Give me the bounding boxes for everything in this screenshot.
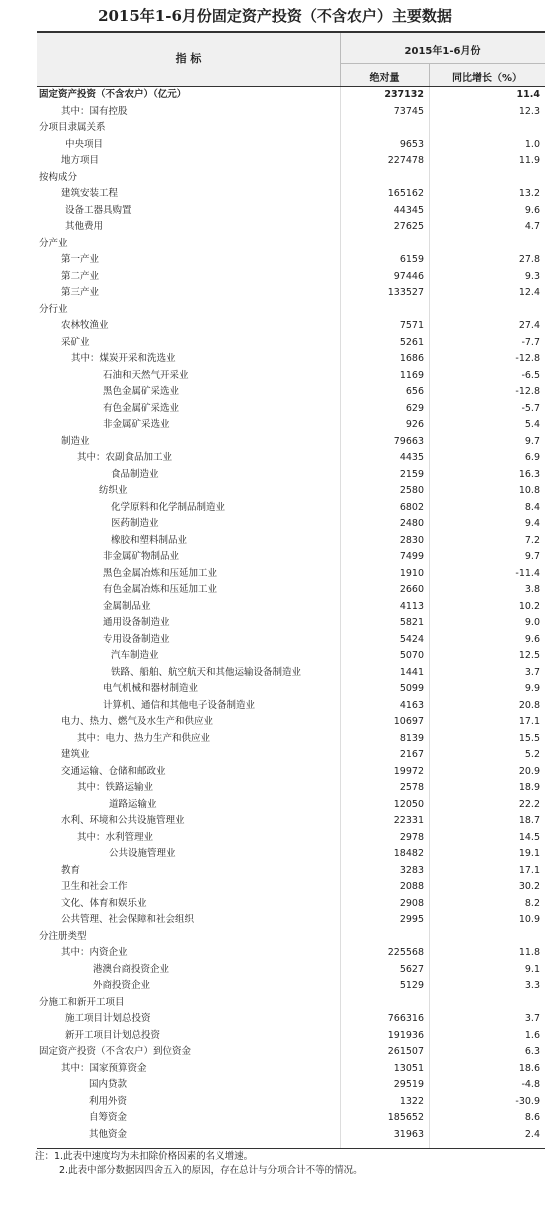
row-label: 其他资金 bbox=[89, 1128, 128, 1140]
row-label: 电气机械和器材制造业 bbox=[103, 683, 199, 694]
table-row bbox=[37, 1077, 545, 1094]
row-yoy-value: 10.2 bbox=[518, 600, 540, 612]
table-row bbox=[37, 186, 545, 203]
row-absolute-value: 629 bbox=[405, 402, 424, 414]
table-row bbox=[37, 335, 545, 352]
table-row bbox=[37, 533, 545, 550]
row-absolute-value: 191936 bbox=[387, 1029, 424, 1041]
table-row bbox=[37, 615, 545, 632]
row-yoy-value: -6.5 bbox=[521, 369, 540, 381]
row-yoy-value: 13.2 bbox=[518, 188, 540, 199]
row-yoy-value: 17.1 bbox=[518, 716, 540, 727]
table-row bbox=[37, 648, 545, 665]
row-label: 新开工项目计划总投资 bbox=[65, 1029, 161, 1041]
row-label: 石油和天然气开采业 bbox=[103, 369, 189, 381]
table-row bbox=[37, 252, 545, 269]
row-yoy-value: 14.5 bbox=[518, 831, 540, 843]
row-yoy-value: 3.3 bbox=[524, 980, 540, 991]
row-absolute-value: 225568 bbox=[387, 947, 424, 958]
row-yoy-value: 8.2 bbox=[524, 897, 540, 909]
table-bottom-rule bbox=[37, 1148, 545, 1149]
row-yoy-value: -12.8 bbox=[515, 386, 540, 397]
table-row bbox=[37, 665, 545, 682]
table-row bbox=[37, 929, 545, 946]
table-row bbox=[37, 863, 545, 880]
row-absolute-value: 2908 bbox=[399, 897, 424, 909]
table-row bbox=[37, 995, 545, 1012]
row-label: 交通运输、仓储和邮政业 bbox=[61, 765, 166, 777]
row-absolute-value: 133527 bbox=[387, 287, 424, 298]
row-absolute-value: 27625 bbox=[393, 221, 424, 232]
row-absolute-value: 5424 bbox=[399, 633, 424, 645]
row-label: 通用设备制造业 bbox=[103, 617, 170, 628]
table-row bbox=[37, 104, 545, 121]
row-absolute-value: 1169 bbox=[399, 369, 424, 381]
row-yoy-value: 30.2 bbox=[518, 881, 540, 892]
row-label: 公共管理、社会保障和社会组织 bbox=[61, 914, 195, 925]
row-absolute-value: 7499 bbox=[399, 551, 424, 562]
row-absolute-value: 19972 bbox=[393, 765, 424, 777]
row-label: 其中：国家预算资金 bbox=[61, 1062, 147, 1074]
row-label: 金属制品业 bbox=[103, 600, 151, 612]
row-label: 利用外资 bbox=[89, 1095, 128, 1107]
row-yoy-value: 11.4 bbox=[516, 89, 540, 100]
row-yoy-value: 27.8 bbox=[518, 254, 540, 265]
table-row bbox=[37, 269, 545, 286]
row-absolute-value: 2578 bbox=[399, 782, 424, 793]
row-label: 第一产业 bbox=[61, 254, 100, 265]
row-absolute-value: 1441 bbox=[399, 666, 424, 678]
footnote-2: 2.此表中部分数据因四舍五入的原因，存在总计与分项合计不等的情况。 bbox=[59, 1165, 363, 1176]
row-label: 有色金属冶炼和压延加工业 bbox=[103, 584, 218, 595]
row-absolute-value: 766316 bbox=[387, 1013, 424, 1024]
row-absolute-value: 1322 bbox=[399, 1095, 424, 1107]
row-label: 中央项目 bbox=[65, 138, 104, 150]
row-absolute-value: 79663 bbox=[393, 435, 424, 447]
row-yoy-value: -30.9 bbox=[515, 1095, 540, 1107]
row-label: 化学原料和化学制品制造业 bbox=[111, 501, 226, 513]
table-row bbox=[37, 500, 545, 517]
table-row bbox=[37, 516, 545, 533]
row-yoy-value: 11.9 bbox=[518, 155, 540, 166]
row-absolute-value: 5099 bbox=[399, 683, 424, 694]
row-absolute-value: 97446 bbox=[393, 270, 424, 282]
table-row bbox=[37, 351, 545, 368]
table-body bbox=[37, 87, 545, 1143]
row-label: 分产业 bbox=[39, 237, 68, 249]
row-absolute-value: 5627 bbox=[399, 963, 424, 975]
row-yoy-value: 5.4 bbox=[524, 419, 540, 430]
row-yoy-value: 9.7 bbox=[524, 435, 540, 447]
row-absolute-value: 2995 bbox=[399, 914, 424, 925]
row-label: 分施工和新开工项目 bbox=[39, 996, 125, 1008]
row-yoy-value: -12.8 bbox=[515, 353, 540, 364]
table-row bbox=[37, 120, 545, 137]
table-row bbox=[37, 417, 545, 434]
row-absolute-value: 18482 bbox=[393, 848, 424, 859]
row-label: 非金属矿物制品业 bbox=[103, 551, 180, 562]
row-label: 其中：国有控股 bbox=[61, 105, 128, 117]
row-label: 其中：农副食品加工业 bbox=[77, 452, 173, 463]
row-yoy-value: 4.7 bbox=[524, 221, 540, 232]
row-yoy-value: 18.6 bbox=[518, 1062, 540, 1074]
table-row bbox=[37, 714, 545, 731]
row-label: 其中：水利管理业 bbox=[77, 831, 154, 843]
row-absolute-value: 2480 bbox=[399, 518, 424, 529]
row-absolute-value: 2660 bbox=[399, 584, 424, 595]
row-yoy-value: 5.2 bbox=[524, 749, 540, 760]
row-label: 黑色金属冶炼和压延加工业 bbox=[103, 567, 218, 579]
table-row bbox=[37, 846, 545, 863]
row-absolute-value: 44345 bbox=[393, 204, 424, 216]
row-label: 食品制造业 bbox=[111, 468, 159, 480]
row-yoy-value: 3.7 bbox=[524, 1013, 540, 1024]
table-row bbox=[37, 731, 545, 748]
row-yoy-value: 8.4 bbox=[524, 501, 540, 513]
row-label: 自筹资金 bbox=[89, 1112, 128, 1123]
row-absolute-value: 29519 bbox=[393, 1079, 424, 1090]
row-absolute-value: 31963 bbox=[393, 1128, 424, 1140]
row-yoy-value: 3.8 bbox=[524, 584, 540, 595]
row-label: 卫生和社会工作 bbox=[61, 881, 128, 892]
row-label: 其中：内资企业 bbox=[61, 947, 128, 958]
row-yoy-value: 1.0 bbox=[524, 138, 540, 150]
table-row bbox=[37, 285, 545, 302]
row-yoy-value: 9.3 bbox=[524, 270, 540, 282]
row-label: 专用设备制造业 bbox=[103, 633, 170, 645]
row-yoy-value: 9.0 bbox=[524, 617, 540, 628]
row-absolute-value: 656 bbox=[405, 386, 424, 397]
row-absolute-value: 5261 bbox=[399, 336, 424, 348]
row-absolute-value: 73745 bbox=[393, 105, 424, 117]
row-label: 按构成分 bbox=[39, 171, 78, 183]
table-row bbox=[37, 318, 545, 335]
row-label: 其中：煤炭开采和洗选业 bbox=[71, 353, 176, 364]
row-absolute-value: 8139 bbox=[399, 732, 424, 744]
table-row bbox=[37, 566, 545, 583]
header-period: 2015年1-6月份 bbox=[404, 46, 481, 57]
row-label: 分注册类型 bbox=[39, 930, 87, 942]
row-absolute-value: 5070 bbox=[399, 650, 424, 661]
row-yoy-value: 11.8 bbox=[518, 947, 540, 958]
row-absolute-value: 1686 bbox=[399, 353, 424, 364]
row-yoy-value: 12.5 bbox=[518, 650, 540, 661]
row-yoy-value: 9.7 bbox=[524, 551, 540, 562]
table-row bbox=[37, 236, 545, 253]
row-absolute-value: 926 bbox=[405, 419, 424, 430]
row-yoy-value: 10.8 bbox=[518, 485, 540, 496]
row-label: 公共设施管理业 bbox=[109, 848, 176, 859]
table-row bbox=[37, 467, 545, 484]
row-yoy-value: 18.7 bbox=[518, 815, 540, 826]
table-row bbox=[37, 1061, 545, 1078]
row-label: 制造业 bbox=[61, 435, 90, 447]
row-yoy-value: 9.6 bbox=[524, 204, 540, 216]
row-label: 其他费用 bbox=[65, 221, 104, 232]
row-yoy-value: 18.9 bbox=[518, 782, 540, 793]
row-yoy-value: 7.2 bbox=[524, 534, 540, 546]
row-yoy-value: 9.9 bbox=[524, 683, 540, 694]
table-row bbox=[37, 87, 545, 104]
footnote-1: 注：1.此表中速度均为未扣除价格因素的名义增速。 bbox=[35, 1151, 254, 1162]
row-absolute-value: 3283 bbox=[399, 864, 424, 876]
table-row bbox=[37, 302, 545, 319]
row-label: 非金属矿采选业 bbox=[103, 419, 170, 430]
row-yoy-value: 12.3 bbox=[518, 105, 540, 117]
footnotes bbox=[35, 1150, 545, 1178]
row-absolute-value: 2830 bbox=[399, 534, 424, 546]
header-absolute: 绝对量 bbox=[369, 73, 400, 84]
row-yoy-value: 3.7 bbox=[524, 666, 540, 678]
header-divider bbox=[340, 63, 545, 64]
table-row bbox=[37, 978, 545, 995]
row-yoy-value: 9.1 bbox=[524, 963, 540, 975]
row-yoy-value: 9.4 bbox=[524, 518, 540, 529]
table-row bbox=[37, 1127, 545, 1144]
row-yoy-value: 2.4 bbox=[524, 1128, 540, 1140]
table-row bbox=[37, 698, 545, 715]
header-indicator: 指 标 bbox=[175, 52, 202, 65]
row-yoy-value: 9.6 bbox=[524, 633, 540, 645]
row-yoy-value: 17.1 bbox=[518, 864, 540, 876]
row-absolute-value: 4113 bbox=[399, 600, 424, 612]
row-yoy-value: 12.4 bbox=[518, 287, 540, 298]
table-row bbox=[37, 962, 545, 979]
row-label: 设备工器具购置 bbox=[65, 204, 132, 216]
table-row bbox=[37, 384, 545, 401]
row-label: 纺织业 bbox=[99, 485, 128, 496]
row-yoy-value: 20.8 bbox=[518, 699, 540, 711]
table-row bbox=[37, 219, 545, 236]
table-row bbox=[37, 945, 545, 962]
row-label: 黑色金属矿采选业 bbox=[103, 386, 180, 397]
row-absolute-value: 2580 bbox=[399, 485, 424, 496]
row-label: 其中：电力、热力生产和供应业 bbox=[77, 732, 211, 744]
row-label: 分行业 bbox=[39, 303, 68, 315]
table-row bbox=[37, 203, 545, 220]
table-row bbox=[37, 764, 545, 781]
table-row bbox=[37, 1011, 545, 1028]
row-label: 外商投资企业 bbox=[93, 980, 151, 991]
row-yoy-value: 20.9 bbox=[518, 765, 540, 777]
row-label: 道路运输业 bbox=[109, 798, 157, 810]
row-absolute-value: 9653 bbox=[399, 138, 424, 150]
table-row bbox=[37, 450, 545, 467]
row-absolute-value: 261507 bbox=[387, 1046, 424, 1057]
row-absolute-value: 2978 bbox=[399, 831, 424, 843]
row-absolute-value: 185652 bbox=[387, 1112, 424, 1123]
row-yoy-value: 19.1 bbox=[518, 848, 540, 859]
row-absolute-value: 1910 bbox=[399, 567, 424, 579]
row-label: 电力、热力、燃气及水生产和供应业 bbox=[61, 716, 214, 727]
table-row bbox=[37, 747, 545, 764]
table-row bbox=[37, 879, 545, 896]
row-yoy-value: 6.9 bbox=[524, 452, 540, 463]
row-label: 其中：铁路运输业 bbox=[77, 782, 154, 793]
row-yoy-value: -5.7 bbox=[521, 402, 540, 414]
row-absolute-value: 12050 bbox=[393, 798, 424, 810]
row-absolute-value: 6159 bbox=[399, 254, 424, 265]
row-label: 建筑安装工程 bbox=[61, 188, 119, 199]
table-row bbox=[37, 434, 545, 451]
row-yoy-value: -4.8 bbox=[521, 1079, 540, 1090]
row-absolute-value: 13051 bbox=[393, 1062, 424, 1074]
row-label: 地方项目 bbox=[61, 155, 100, 166]
row-label: 有色金属矿采选业 bbox=[103, 402, 180, 414]
row-absolute-value: 237132 bbox=[384, 89, 424, 100]
row-absolute-value: 4435 bbox=[399, 452, 424, 463]
row-label: 第二产业 bbox=[61, 270, 100, 282]
row-yoy-value: 27.4 bbox=[518, 320, 540, 331]
row-yoy-value: 16.3 bbox=[518, 468, 540, 480]
row-label: 采矿业 bbox=[61, 336, 90, 348]
table-row bbox=[37, 681, 545, 698]
row-yoy-value: 6.3 bbox=[524, 1046, 540, 1057]
table-row bbox=[37, 1110, 545, 1127]
row-yoy-value: 15.5 bbox=[518, 732, 540, 744]
row-absolute-value: 4163 bbox=[399, 699, 424, 711]
table-row bbox=[37, 368, 545, 385]
row-yoy-value: 1.6 bbox=[524, 1029, 540, 1041]
table-row bbox=[37, 137, 545, 154]
table-row bbox=[37, 896, 545, 913]
table-row bbox=[37, 599, 545, 616]
row-label: 橡胶和塑料制品业 bbox=[111, 534, 188, 546]
page-title: 2015年1-6月份固定资产投资（不含农户）主要数据 bbox=[98, 7, 452, 25]
row-yoy-value: 8.6 bbox=[524, 1112, 540, 1123]
row-label: 教育 bbox=[61, 864, 81, 876]
row-absolute-value: 2167 bbox=[399, 749, 424, 760]
table-row bbox=[37, 1044, 545, 1061]
table-row bbox=[37, 813, 545, 830]
table-row bbox=[37, 582, 545, 599]
row-absolute-value: 6802 bbox=[399, 501, 424, 513]
row-yoy-value: 10.9 bbox=[518, 914, 540, 925]
row-label: 铁路、船舶、航空航天和其他运输设备制造业 bbox=[111, 666, 302, 678]
table-header bbox=[37, 33, 545, 86]
row-label: 固定资产投资（不含农户）到位资金 bbox=[39, 1046, 192, 1057]
row-absolute-value: 5129 bbox=[399, 980, 424, 991]
row-absolute-value: 2159 bbox=[399, 468, 424, 480]
table-row bbox=[37, 170, 545, 187]
row-label: 施工项目计划总投资 bbox=[65, 1013, 151, 1024]
row-absolute-value: 10697 bbox=[393, 716, 424, 727]
table-row bbox=[37, 1028, 545, 1045]
row-label: 分项目隶属关系 bbox=[39, 122, 106, 133]
row-yoy-value: -7.7 bbox=[521, 336, 540, 348]
row-label: 文化、体育和娱乐业 bbox=[61, 897, 147, 909]
row-label: 汽车制造业 bbox=[111, 650, 159, 661]
row-yoy-value: 22.2 bbox=[518, 798, 540, 810]
table-row bbox=[37, 401, 545, 418]
table-row bbox=[37, 1094, 545, 1111]
row-label: 农林牧渔业 bbox=[61, 320, 109, 331]
row-absolute-value: 7571 bbox=[399, 320, 424, 331]
row-absolute-value: 22331 bbox=[393, 815, 424, 826]
row-absolute-value: 227478 bbox=[387, 155, 424, 166]
table-row bbox=[37, 912, 545, 929]
row-yoy-value: -11.4 bbox=[515, 567, 540, 579]
row-label: 第三产业 bbox=[61, 287, 100, 298]
table-row bbox=[37, 549, 545, 566]
row-label: 医药制造业 bbox=[111, 518, 159, 529]
table-row bbox=[37, 632, 545, 649]
row-label: 水利、环境和公共设施管理业 bbox=[61, 815, 185, 826]
row-label: 国内贷款 bbox=[89, 1079, 128, 1090]
header-yoy: 同比增长（%） bbox=[451, 73, 523, 84]
row-absolute-value: 165162 bbox=[387, 188, 424, 199]
row-absolute-value: 5821 bbox=[399, 617, 424, 628]
row-label: 固定资产投资（不含农户）（亿元） bbox=[39, 89, 187, 100]
table-row bbox=[37, 153, 545, 170]
row-label: 港澳台商投资企业 bbox=[93, 963, 170, 975]
row-absolute-value: 2088 bbox=[399, 881, 424, 892]
table-row bbox=[37, 780, 545, 797]
table-row bbox=[37, 830, 545, 847]
table-row bbox=[37, 797, 545, 814]
row-label: 计算机、通信和其他电子设备制造业 bbox=[103, 699, 256, 711]
table-row bbox=[37, 483, 545, 500]
row-label: 建筑业 bbox=[61, 749, 90, 760]
